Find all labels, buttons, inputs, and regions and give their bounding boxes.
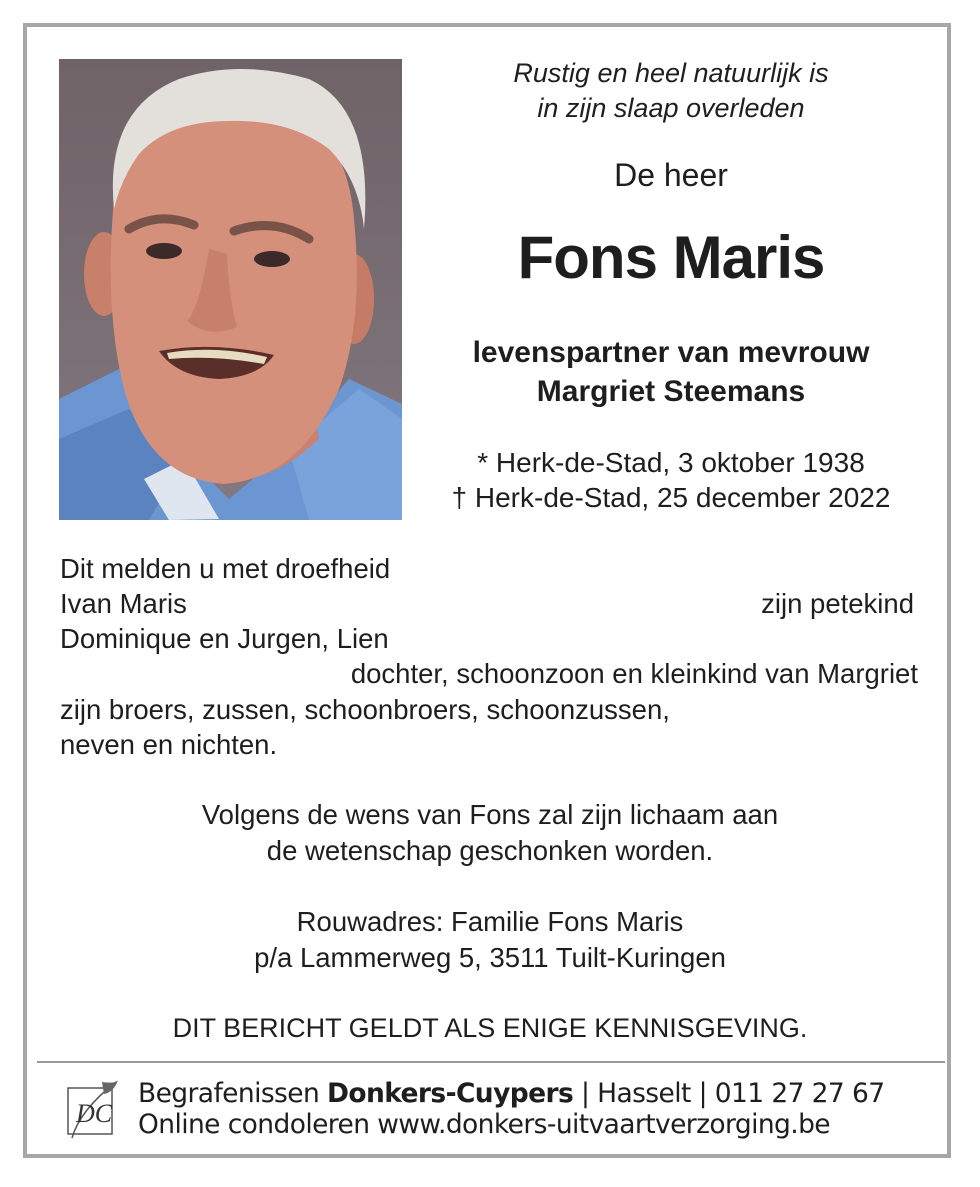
wish-text	[60, 797, 920, 869]
family-dominique-role: dochter, schoonzoon en kleinkind van Margriet	[350, 658, 918, 689]
birth-date: * Herk-de-Stad, 3 oktober 1938	[477, 447, 865, 478]
intro-line-2: in zijn slaap overleden	[537, 93, 805, 123]
footer-online-condolences: Online condoleren www.donkers-uitvaartverzorging.be	[138, 1109, 831, 1140]
family-lead: Dit melden u met droefheid	[60, 553, 391, 584]
death-date: † Herk-de-Stad, 25 december 2022	[451, 482, 891, 513]
honorific: De heer	[614, 157, 728, 193]
footer-line-1	[138, 1078, 885, 1109]
mourning-address	[60, 904, 920, 976]
partner-text	[420, 333, 922, 411]
notice-statement: DIT BERICHT GELDT ALS ENIGE KENNISGEVING.	[172, 1013, 808, 1043]
logo-lettering: DC	[76, 1099, 113, 1128]
intro-line-1: Rustig en heel natuurlijk is	[513, 58, 829, 88]
funeral-home-logo	[66, 1080, 120, 1140]
family-siblings: zijn broers, zussen, schoonbroers, schoonzussen,	[60, 694, 670, 725]
funeral-home-footer	[138, 1078, 885, 1140]
life-dates	[410, 445, 932, 515]
family-cousins: neven en nichten.	[60, 729, 278, 760]
portrait-photo	[59, 59, 402, 520]
intro-text	[480, 56, 862, 126]
address-line-1: Rouwadres: Familie Fons Maris	[296, 906, 684, 937]
address-line-2: p/a Lammerweg 5, 3511 Tuilt-Kuringen	[254, 942, 726, 973]
footer-suffix: | Hasselt | 011 27 27 67	[573, 1078, 885, 1109]
footer-prefix: Begrafenissen	[138, 1078, 327, 1109]
family-ivan-role: zijn petekind	[761, 588, 914, 619]
family-dominique: Dominique en Jurgen, Lien	[60, 623, 389, 654]
footer-divider	[37, 1061, 945, 1063]
partner-line-2: Margriet Steemans	[536, 375, 806, 408]
deceased-name: Fons Maris	[517, 224, 825, 291]
wish-line-2: de wetenschap geschonken worden.	[266, 835, 714, 866]
footer-company: Donkers-Cuypers	[326, 1078, 574, 1109]
wish-line-1: Volgens de wens van Fons zal zijn lichaam aan	[201, 799, 779, 830]
partner-line-1: levenspartner van mevrouw	[472, 336, 870, 369]
family-ivan: Ivan Maris	[60, 588, 187, 619]
